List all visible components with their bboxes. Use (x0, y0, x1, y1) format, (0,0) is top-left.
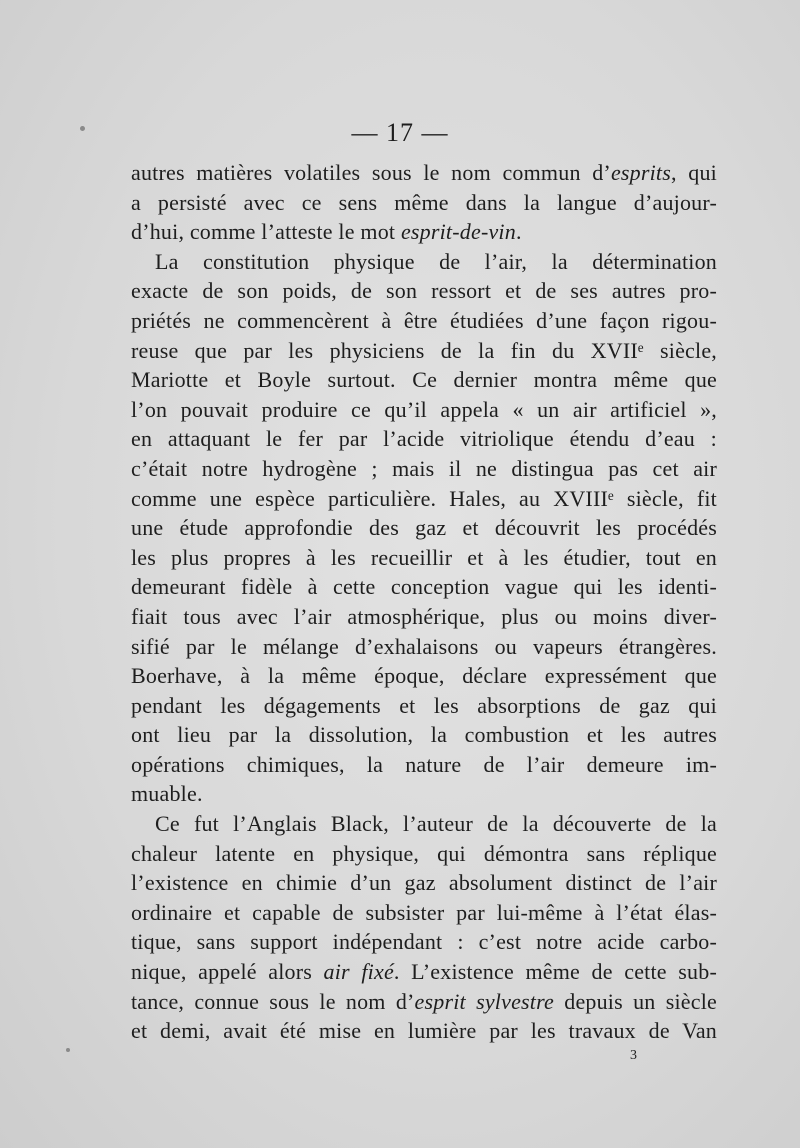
text-run: . (515, 219, 522, 245)
text-run: et demi, avait été mise en lumière par les travaux de Van (131, 1018, 717, 1044)
text-run: chaleur latente en physique, qui démontra sans réplique (131, 840, 717, 866)
text-run: La constitution physique de l’air, la détermination (155, 248, 717, 274)
text-run: autres matières volatiles sous le nom commun d’ (131, 160, 611, 185)
text-run: ont lieu par la dissolution, la combustion et les autres (131, 722, 717, 748)
text-line (131, 661, 717, 691)
text-run: , qui (671, 160, 717, 185)
text-run: depuis un siècle (554, 988, 717, 1014)
text-line (131, 513, 717, 543)
text-run: nique, appelé alors (131, 959, 324, 985)
text-run: Boerhave, à la même époque, déclare expressément que (131, 663, 717, 689)
text-run: Mariotte et Boyle surtout. Ce dernier montra même que (131, 367, 717, 393)
text-line (131, 898, 717, 928)
text-run: . L’existence même de cette sub- (393, 959, 717, 985)
text-line (131, 247, 717, 277)
text-run: c’était notre hydrogène ; mais il ne distingua pas cet air (131, 455, 717, 481)
text-line (131, 957, 717, 987)
text-line (131, 543, 717, 573)
text-line (131, 720, 717, 750)
text-line (131, 987, 717, 1017)
text-line (131, 750, 717, 780)
text-run: sifié par le mélange d’exhalaisons ou vapeurs étrangères. (131, 633, 717, 659)
text-run: demeurant fidèle à cette conception vague qui les identi- (131, 574, 717, 600)
text-run: tance, connue sous le nom d’ (131, 988, 415, 1014)
text-run: d’hui, comme l’atteste le mot (131, 219, 401, 245)
text-line (131, 572, 717, 602)
text-line (131, 779, 717, 809)
text-line (131, 602, 717, 632)
text-line (131, 276, 717, 306)
text-line (131, 424, 717, 454)
text-run: Ce fut l’Anglais Black, l’auteur de la découverte de la (155, 811, 717, 837)
text-line (131, 365, 717, 395)
text-run: ordinaire et capable de subsister par lui-même à l’état élas- (131, 899, 717, 925)
body-text (131, 158, 717, 1046)
text-run: l’on pouvait produire ce qu’il appela « un air artificiel », (131, 396, 717, 422)
text-run: exacte de son poids, de son ressort et de ses autres pro- (131, 278, 717, 304)
text-line (131, 158, 717, 188)
text-run: fiait tous avec l’air atmosphérique, plus ou moins diver- (131, 603, 717, 629)
text-run: tique, sans support indépendant : c’est notre acide carbo- (131, 929, 717, 955)
page-number: — 17 — (351, 118, 449, 147)
text-line (131, 395, 717, 425)
text-line (131, 217, 717, 247)
text-line (131, 839, 717, 869)
text-run: reuse que par les physiciens de la fin du XVIIᵉ siècle, (131, 337, 717, 363)
text-run: comme une espèce particulière. Hales, au XVIIIᵉ siècle, fit (131, 485, 717, 511)
text-run: les plus propres à les recueillir et à les étudier, tout en (131, 544, 717, 570)
text-run: l’existence en chimie d’un gaz absolument distinct de l’air (131, 870, 717, 896)
paper-speck (80, 126, 85, 131)
italic-term: esprits (610, 160, 672, 185)
text-run: une étude approfondie des gaz et découvrit les procédés (131, 515, 717, 541)
text-line (131, 809, 717, 839)
italic-term: esprit sylvestre (414, 988, 555, 1014)
text-run: en attaquant le fer par l’acide vitriolique étendu d’eau : (131, 426, 717, 452)
paper-speck (66, 1048, 70, 1052)
text-run: pendant les dégagements et les absorptions de gaz qui (131, 692, 717, 718)
text-line (131, 454, 717, 484)
text-run: muable. (131, 781, 203, 807)
text-line (131, 632, 717, 662)
text-line (131, 306, 717, 336)
text-line (131, 691, 717, 721)
italic-term: air fixé (323, 959, 394, 985)
text-run: a persisté avec ce sens même dans la langue d’aujour- (131, 189, 717, 215)
text-line (131, 927, 717, 957)
text-line (131, 868, 717, 898)
text-line (131, 188, 717, 218)
text-run: priétés ne commencèrent à être étudiées d’une façon rigou- (131, 307, 717, 333)
signature-mark: 3 (630, 1048, 637, 1063)
text-line (131, 484, 717, 514)
text-run: opérations chimiques, la nature de l’air demeure im- (131, 751, 717, 777)
text-line (131, 1016, 717, 1046)
text-line (131, 336, 717, 366)
italic-term: esprit-de-vin (400, 219, 516, 245)
